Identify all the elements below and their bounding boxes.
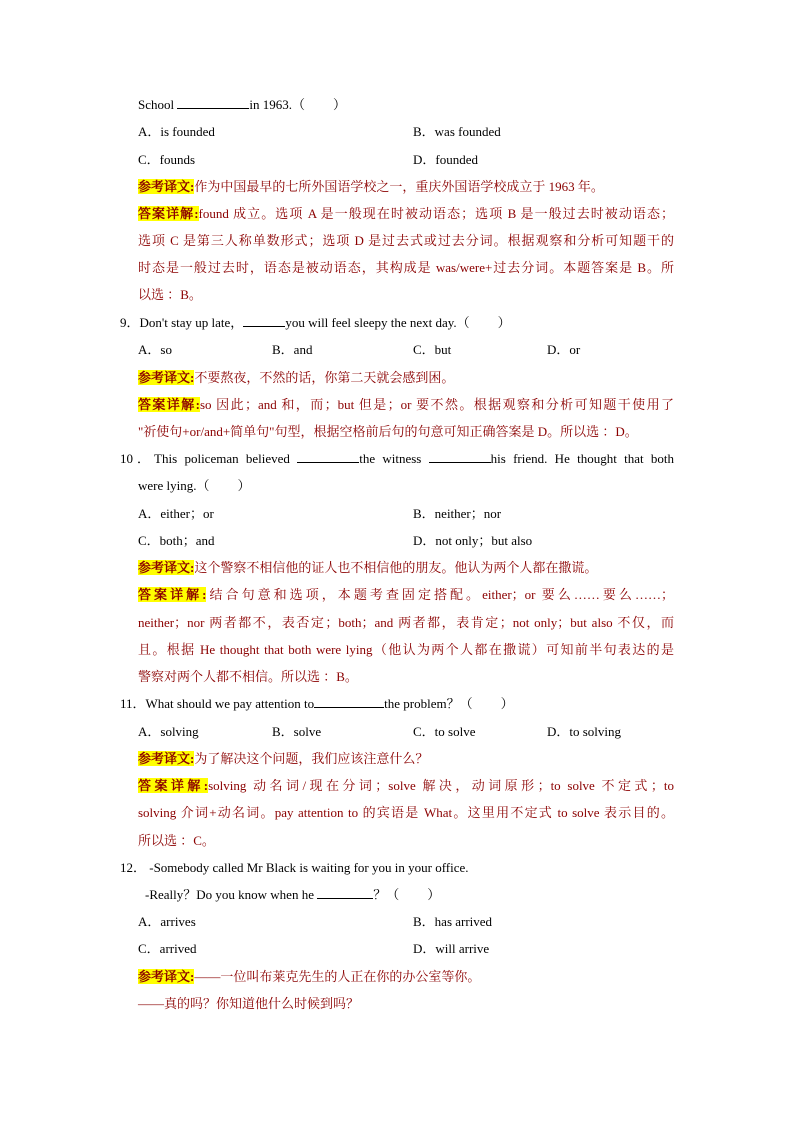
q9-answer-line-2: "祈使句+or/and+简单句"句型，根据空格前后句的句意可知正确答案是 D。所以选 ：D。	[138, 424, 638, 439]
q8-ref-tag: 参考译文:	[138, 179, 195, 194]
q8-answer-line-3: 时态是一般过去时，语态是被动语态，其构成是 was/were+过去分词。本题答案是 B。所	[138, 260, 674, 275]
q10-option-a: A．either；or	[138, 506, 214, 521]
q11-reference-translation: 参考译文:为了解决这个问题，我们应该注意什么？	[138, 751, 429, 766]
q11-option-a: A．solving	[138, 724, 199, 739]
q8-reference-translation: 参考译文:作为中国最早的七所外国语学校之一，重庆外国语学校成立于 1963 年。	[138, 179, 604, 194]
q8-blank	[177, 96, 249, 109]
q12-blank	[317, 886, 373, 899]
q8-answer-line-4: 以选 ：B。	[138, 287, 202, 302]
q8-answer-line-2: 选项 C 是第三人称单数形式；选项 D 是过去式或过去分词。根据观察和分析可知题干的	[138, 233, 674, 248]
q10-blank-1	[297, 450, 359, 463]
q10-option-b: B．neither；nor	[413, 506, 502, 521]
q10-option-c: C．both；and	[138, 533, 215, 548]
q10-answer-line-2: neither；nor 两者都不，表否定；both；and 两者都，表肯定；not only；but also 不仅，而	[138, 615, 674, 630]
q9-answer-line-1: 答案详解:so 因此；and 和，而；but 但是；or 要不然。根据观察和分析可知题干使用了	[138, 397, 674, 412]
q12-reference-translation-line-2: ——真的吗？你知道他什么时候到吗？	[138, 996, 360, 1011]
q8-stem-text: School	[138, 97, 178, 112]
q10-answer-line-1: 答案详解:结合句意和选项，本题考查固定搭配。either；or 要么……要么……；	[138, 587, 674, 602]
q8-stem-text-post: in 1963.（	[249, 97, 305, 112]
q11-option-d: D．to solving	[547, 724, 622, 739]
q11-stem: 11．What should we pay attention to the problem？（ ）	[120, 696, 514, 711]
q11-blank	[314, 695, 384, 708]
q10-reference-translation: 参考译文:这个警察不相信他的证人也不相信他的朋友。他认为两个人都在撒谎。	[138, 560, 598, 575]
q10-answer-line-4: 警察对两个人都不相信。所以选 ：B。	[138, 669, 358, 684]
q8-option-b: B．was founded	[413, 124, 501, 139]
q10-blank-2	[429, 450, 491, 463]
q11-answer-line-2: solving 介词+动名词。pay attention to 的宾语是 What。这里用不定式 to solve 表示目的。	[138, 805, 674, 820]
q8-option-c: C．founds	[138, 152, 196, 167]
q10-stem: 10．This policeman believed the witness his friend. He thought that both	[120, 451, 675, 466]
q8-option-a: A．is founded	[138, 124, 215, 139]
q9-blank	[243, 314, 285, 327]
q10-stem-line-2: were lying.（ ）	[138, 478, 251, 493]
q12-option-a: A．arrives	[138, 914, 196, 929]
q11-answer-line-3: 所以选 ：C。	[138, 833, 215, 848]
q8-stem: School in 1963.（ ）	[138, 97, 347, 112]
q12-stem-line-2: -Really？Do you know when he ？（ ）	[145, 887, 441, 902]
q8-answer-line-1: 答案详解:found 成立。选项 A 是一般现在时被动语态；选项 B 是一般过去时被动语态；	[138, 206, 674, 221]
q12-reference-translation: 参考译文:——一位叫布莱克先生的人正在你的办公室等你。	[138, 969, 481, 984]
q10-option-d: D．not only；but also	[413, 533, 533, 548]
q9-reference-translation: 参考译文:不要熬夜，不然的话，你第二天就会感到困。	[138, 370, 455, 385]
q12-option-d: D．will arrive	[413, 941, 490, 956]
q10-answer-line-3: 且。根据 He thought that both were lying（他认为两个人都在撒谎）可知前半句表达的是	[138, 642, 674, 657]
q12-option-b: B．has arrived	[413, 914, 493, 929]
q8-option-d: D．founded	[413, 152, 478, 167]
q11-answer-line-1: 答案详解:solving 动名词/现在分词；solve 解决，动词原形；to solve 不定式；to	[138, 778, 674, 793]
q11-option-c: C．to solve	[413, 724, 476, 739]
q9-option-c: C．but	[413, 342, 452, 357]
q9-option-b: B．and	[272, 342, 313, 357]
q9-stem: 9．Don't stay up late， you will feel sleepy the next day.（ ）	[120, 315, 511, 330]
q12-stem: 12． -Somebody called Mr Black is waiting for you in your office.	[120, 860, 469, 875]
q9-option-d: D．or	[547, 342, 581, 357]
q8-ans-tag: 答案详解:	[138, 206, 199, 221]
q11-option-b: B．solve	[272, 724, 322, 739]
q12-option-c: C．arrived	[138, 941, 197, 956]
q9-option-a: A．so	[138, 342, 172, 357]
